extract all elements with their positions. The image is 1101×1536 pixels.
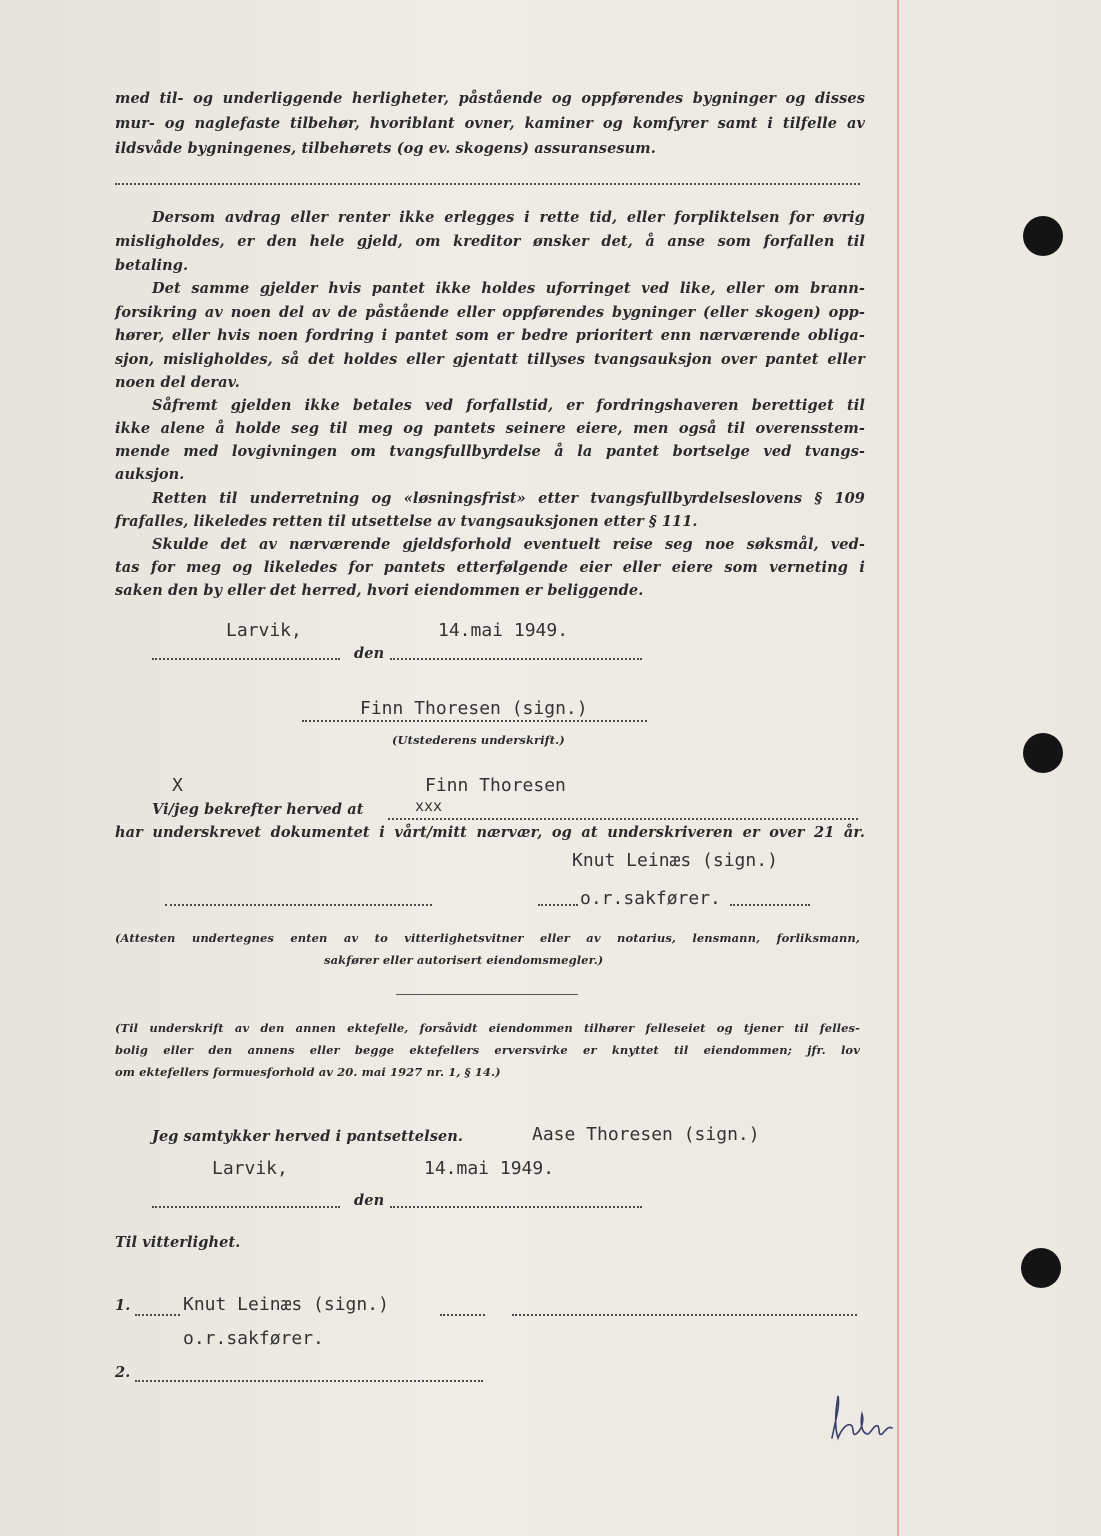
terms-line-15: Skulde det av nærværende gjeldsforhold eventuelt reise seg noe søksmål, ved-: [152, 536, 865, 553]
attestation-x-mark: X: [172, 775, 183, 796]
handwritten-initials: [822, 1388, 902, 1448]
attestation-name-dots: [388, 818, 858, 820]
issuer-date: 14.mai 1949.: [438, 620, 569, 641]
spouse-consent-signature: Aase Thoresen (sign.): [532, 1124, 760, 1145]
witness-right-dots-b: [730, 904, 810, 906]
spouse-note-2: bolig eller den annens eller begge ektefellers erversvirke er knyttet til eiendommen; jfr. lov: [115, 1043, 860, 1057]
terms-line-4: Det samme gjelder hvis pantet ikke holdes uforringet ved like, eller om brann-: [152, 280, 865, 297]
witnesses-heading: Til vitterlighet.: [115, 1234, 241, 1251]
terms-line-16: tas for meg og likeledes for pantets etterfølgende eier eller eiere som verneting i: [115, 559, 865, 576]
spouse-date-dots: [390, 1206, 642, 1208]
spouse-place-dots: [152, 1206, 340, 1208]
punch-hole-bottom: [1021, 1248, 1061, 1288]
spouse-consent-text: Jeg samtykker herved i pantsettelsen.: [152, 1128, 464, 1145]
witness-1-trail-dots: [440, 1314, 485, 1316]
attestation-line-2: har underskrevet dokumentet i vårt/mitt nærvær, og at underskriveren er over 21 år.: [115, 824, 865, 841]
attestation-typed-name: Finn Thoresen: [425, 775, 566, 796]
terms-line-9: Såfremt gjelden ikke betales ved forfallstid, er fordringshaveren berettiget til: [152, 397, 865, 414]
issuer-signature-caption: (Utstederens underskrift.): [392, 733, 565, 747]
terms-line-1: Dersom avdrag eller renter ikke erlegges i rette tid, eller forpliktelsen for øvrig: [152, 209, 865, 226]
witness-1-number: 1.: [115, 1297, 131, 1314]
spouse-den-label: den: [354, 1192, 385, 1209]
terms-line-7: sjon, misligholdes, så det holdes eller gjentatt tillyses tvangsauksjon over pantet eller: [115, 351, 865, 368]
spouse-note-1: (Til underskrift av den annen ektefelle, forsåvidt eiendommen tilhører felleseiet og tjener til felles-: [115, 1021, 860, 1035]
punch-hole-middle: [1023, 733, 1063, 773]
witness-signature: Knut Leinæs (sign.): [572, 850, 778, 871]
spouse-note-3: om ektefellers formuesforhold av 20. mai 1927 nr. 1, § 14.): [115, 1065, 501, 1079]
dotted-separator: [115, 183, 860, 185]
terms-line-14: frafalles, likeledes retten til utsettelse av tvangsauksjonen etter § 111.: [115, 513, 698, 530]
terms-line-12: auksjon.: [115, 466, 185, 483]
witness-2-number: 2.: [115, 1364, 131, 1381]
issuer-place: Larvik,: [226, 620, 302, 641]
spouse-place: Larvik,: [212, 1158, 288, 1179]
spouse-date: 14.mai 1949.: [424, 1158, 555, 1179]
witness-1-signature: Knut Leinæs (sign.): [183, 1294, 389, 1315]
intro-line-3: ildsvåde bygningenes, tilbehørets (og ev. skogens) assuransesum.: [115, 140, 656, 157]
attestation-note-2: sakfører eller autorisert eiendomsmegler.): [324, 953, 604, 967]
witness-1-lead-dots: [135, 1314, 180, 1316]
witness-left-dots: [165, 904, 432, 906]
red-margin-line: [897, 0, 899, 1536]
section-rule: [396, 994, 578, 995]
terms-line-11: mende med lovgivningen om tvangsfullbyrdelse å la pantet bortselge ved tvangs-: [115, 443, 865, 460]
witness-1-second-dots: [512, 1314, 857, 1316]
witness-right-dots-a: [538, 904, 578, 906]
terms-line-8: noen del derav.: [115, 374, 240, 391]
place-dots: [152, 658, 340, 660]
witness-title: o.r.sakfører.: [580, 888, 721, 909]
punch-hole-top: [1023, 216, 1063, 256]
issuer-den-label: den: [354, 645, 385, 662]
issuer-signature: Finn Thoresen (sign.): [360, 698, 588, 719]
issuer-signature-dots: [302, 720, 647, 722]
terms-line-5: forsikring av noen del av de påstående eller oppførendes bygninger (eller skogen) opp-: [115, 304, 865, 321]
attestation-note-1: (Attesten undertegnes enten av to vitterlighetsvitner eller av notarius, lensmann, forliksmann,: [115, 931, 860, 945]
intro-line-1: med til- og underliggende herligheter, påstående og oppførendes bygninger og disses: [115, 90, 865, 107]
intro-line-2: mur- og naglefaste tilbehør, hvoriblant ovner, kaminer og komfyrer samt i tilfelle av: [115, 115, 865, 132]
terms-line-10: ikke alene å holde seg til meg og pantets seinere eiere, men også til overensstem-: [115, 420, 865, 437]
terms-line-6: hører, eller hvis noen fordring i pantet som er bedre prioritert enn nærværende obliga-: [115, 327, 865, 344]
witness-1-title: o.r.sakfører.: [183, 1328, 324, 1349]
date-dots: [390, 658, 642, 660]
terms-line-3: betaling.: [115, 257, 189, 274]
terms-line-2: misligholdes, er den hele gjeld, om kreditor ønsker det, å anse som forfallen til: [115, 233, 865, 250]
attestation-xxx: xxx: [415, 797, 443, 815]
witness-2-dots: [135, 1380, 483, 1382]
terms-line-17: saken den by eller det herred, hvori eiendommen er beliggende.: [115, 582, 644, 599]
attestation-line-1: Vi/jeg bekrefter herved at: [152, 801, 364, 818]
terms-line-13: Retten til underretning og «løsningsfrist» etter tvangsfullbyrdelseslovens § 109: [152, 490, 865, 507]
